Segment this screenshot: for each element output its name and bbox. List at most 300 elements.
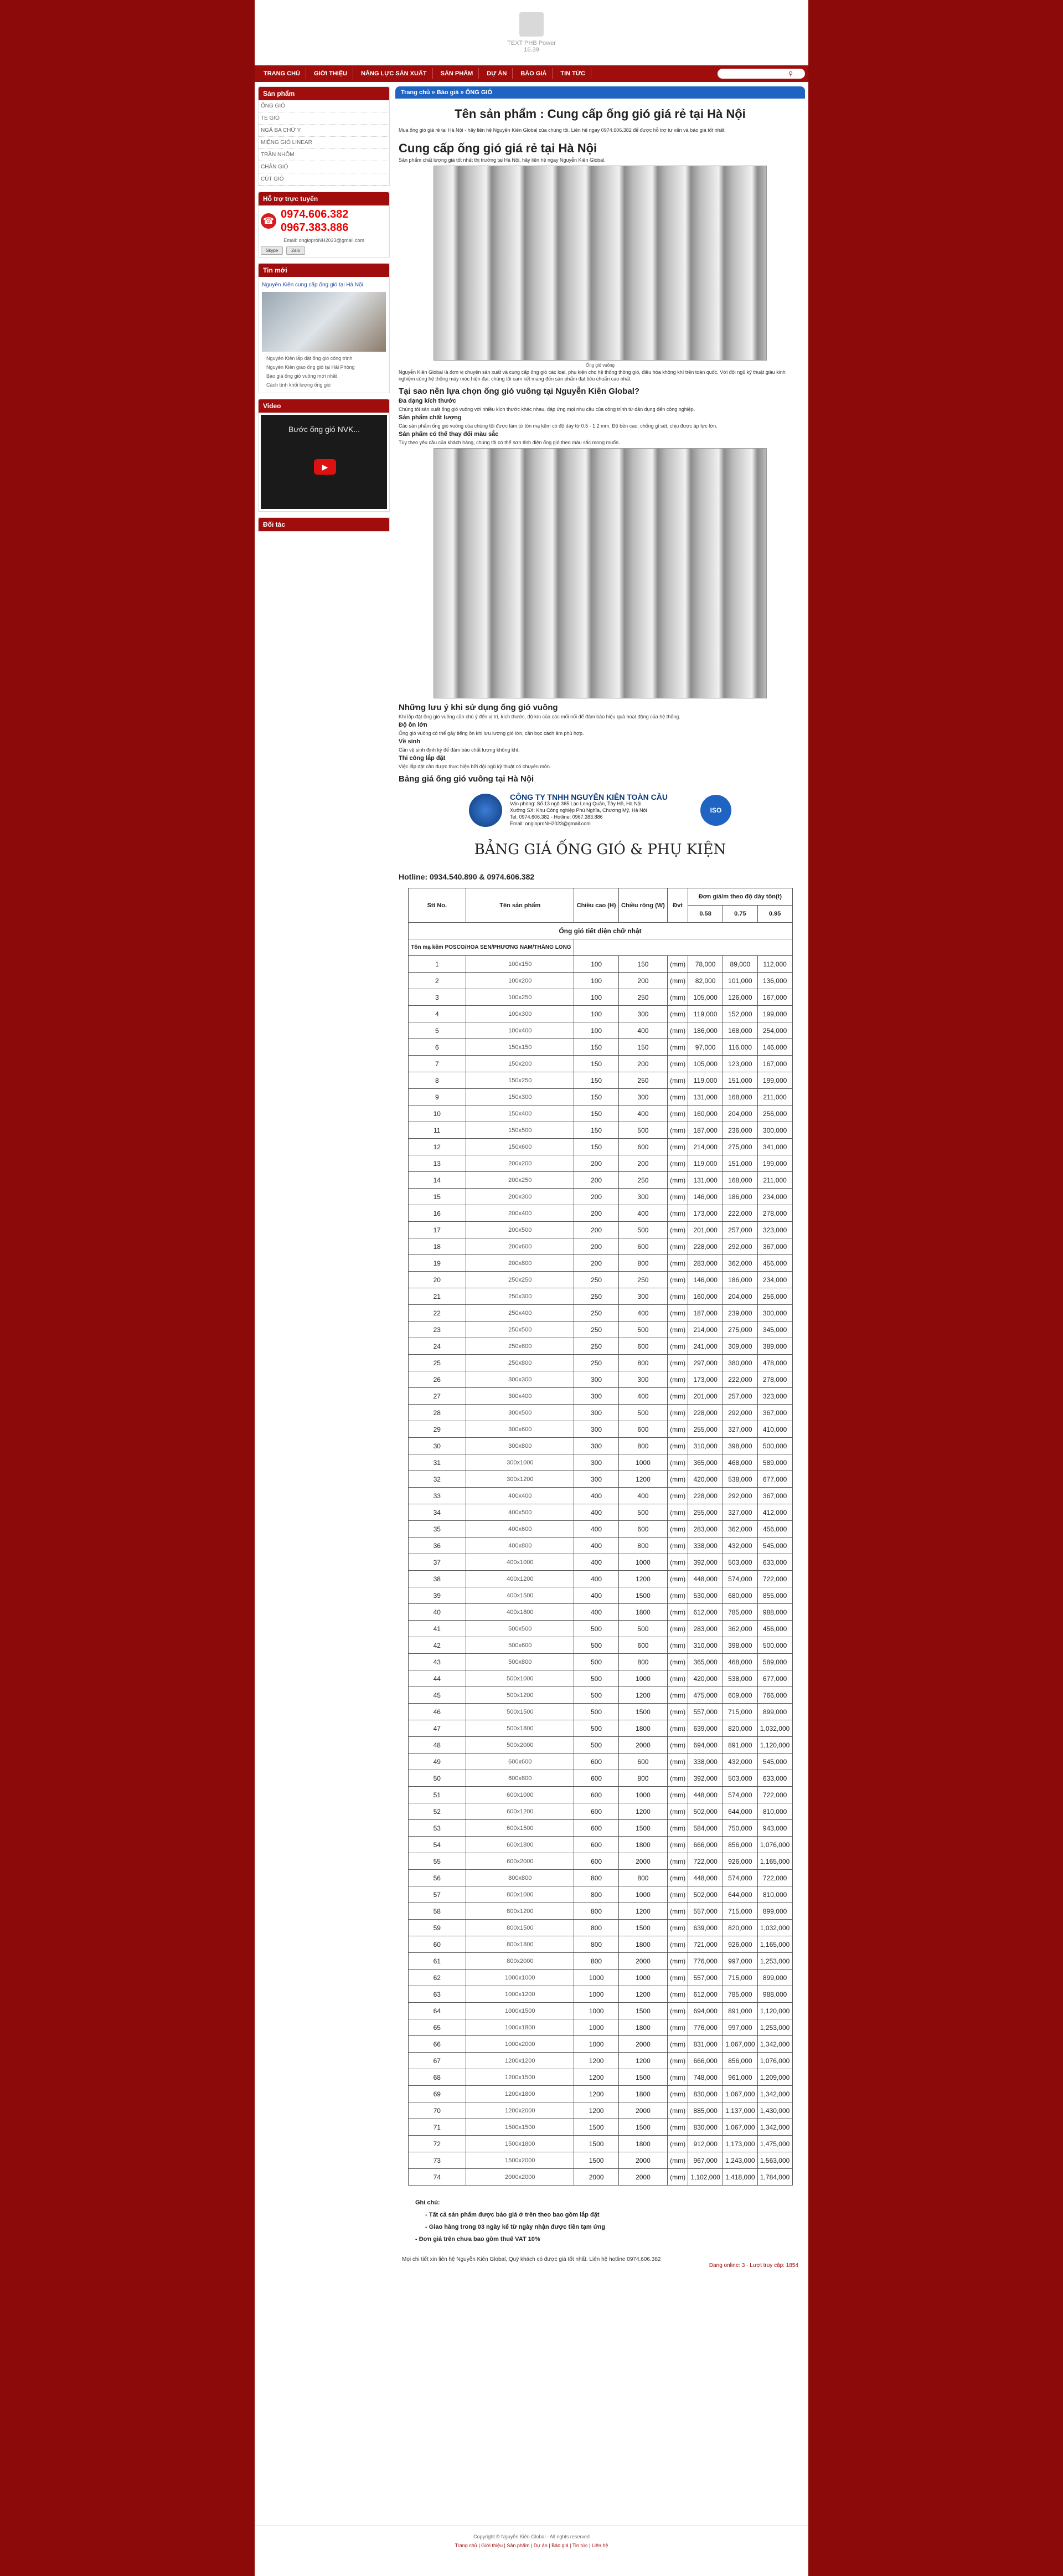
cell-price-095: 456,000 bbox=[757, 1255, 792, 1272]
cell-price-095: 810,000 bbox=[757, 1886, 792, 1903]
table-row bbox=[408, 1338, 792, 1355]
table-row bbox=[408, 1737, 792, 1754]
table-row bbox=[408, 1604, 792, 1621]
breadcrumb[interactable]: Trang chủ » Báo giá » ỐNG GIÓ bbox=[395, 86, 805, 99]
cell-stt: 45 bbox=[408, 1687, 466, 1704]
cell-price-095: 300,000 bbox=[757, 1122, 792, 1139]
cell-price-058: 160,000 bbox=[688, 1106, 723, 1122]
cell-price-095: 256,000 bbox=[757, 1106, 792, 1122]
cell-name: 600x1500 bbox=[466, 1820, 574, 1837]
cell-width: 400 bbox=[618, 1205, 667, 1222]
cell-unit: (mm) bbox=[668, 1338, 688, 1355]
cell-price-095: 1,120,000 bbox=[757, 2003, 792, 2019]
cell-price-095: 589,000 bbox=[757, 1454, 792, 1471]
cell-height: 300 bbox=[574, 1421, 618, 1438]
cell-unit: (mm) bbox=[668, 1438, 688, 1454]
cell-price-075: 432,000 bbox=[723, 1538, 758, 1554]
table-row bbox=[408, 1471, 792, 1488]
site-logo[interactable] bbox=[504, 12, 559, 53]
cell-height: 200 bbox=[574, 1238, 618, 1255]
cell-height: 1000 bbox=[574, 1986, 618, 2003]
cell-height: 300 bbox=[574, 1438, 618, 1454]
logo-text: TEXT PHB Power 16.39 bbox=[507, 40, 556, 53]
cell-stt: 66 bbox=[408, 2036, 466, 2053]
cell-price-095: 278,000 bbox=[757, 1205, 792, 1222]
cell-price-058: 82,000 bbox=[688, 973, 723, 989]
nav-news[interactable]: TIN TỨC bbox=[555, 68, 591, 79]
table-row bbox=[408, 1255, 792, 1272]
section-notes: Những lưu ý khi sử dụng ống gió vuông bbox=[399, 703, 558, 712]
table-row bbox=[408, 1986, 792, 2003]
cell-price-058: 228,000 bbox=[688, 1488, 723, 1504]
cell-price-075: 101,000 bbox=[723, 973, 758, 989]
cell-price-058: 776,000 bbox=[688, 1953, 723, 1970]
cell-unit: (mm) bbox=[668, 2036, 688, 2053]
footer-links[interactable]: Trang chủ | Giới thiệu | Sản phẩm | Dự án | Báo giá | Tin tức | Liên hệ bbox=[455, 2543, 608, 2548]
cell-height: 800 bbox=[574, 1936, 618, 1953]
cell-price-058: 187,000 bbox=[688, 1122, 723, 1139]
table-row bbox=[408, 2136, 792, 2152]
cell-price-058: 912,000 bbox=[688, 2136, 723, 2152]
video-caption: Bước ống gió NVK... bbox=[288, 425, 360, 434]
search-icon[interactable]: ⚲ bbox=[788, 70, 793, 78]
cell-stt: 61 bbox=[408, 1953, 466, 1970]
cell-stt: 19 bbox=[408, 1255, 466, 1272]
cell-width: 500 bbox=[618, 1322, 667, 1338]
cell-price-095: 412,000 bbox=[757, 1504, 792, 1521]
cell-name: 200x250 bbox=[466, 1172, 574, 1189]
cell-name: 250x600 bbox=[466, 1338, 574, 1355]
cell-price-058: 187,000 bbox=[688, 1305, 723, 1322]
table-row bbox=[408, 1621, 792, 1637]
table-row bbox=[408, 1139, 792, 1155]
nav-products[interactable]: SẢN PHẨM bbox=[435, 68, 479, 79]
cell-price-058: 146,000 bbox=[688, 1272, 723, 1288]
nav-home[interactable]: TRANG CHỦ bbox=[258, 68, 306, 79]
cell-stt: 51 bbox=[408, 1787, 466, 1803]
cell-price-075: 186,000 bbox=[723, 1272, 758, 1288]
cell-name: 200x800 bbox=[466, 1255, 574, 1272]
cell-height: 500 bbox=[574, 1637, 618, 1654]
table-row bbox=[408, 1072, 792, 1089]
cell-unit: (mm) bbox=[668, 2152, 688, 2169]
cell-name: 150x600 bbox=[466, 1139, 574, 1155]
cell-height: 100 bbox=[574, 956, 618, 973]
cell-stt: 68 bbox=[408, 2069, 466, 2086]
cell-unit: (mm) bbox=[668, 1089, 688, 1106]
cell-width: 500 bbox=[618, 1122, 667, 1139]
cell-price-095: 345,000 bbox=[757, 1322, 792, 1338]
table-row bbox=[408, 1754, 792, 1770]
cell-stt: 9 bbox=[408, 1089, 466, 1106]
cell-price-058: 666,000 bbox=[688, 2053, 723, 2069]
cell-unit: (mm) bbox=[668, 1953, 688, 1970]
cell-price-075: 538,000 bbox=[723, 1670, 758, 1687]
cell-price-075: 275,000 bbox=[723, 1139, 758, 1155]
cell-price-095: 677,000 bbox=[757, 1670, 792, 1687]
cell-price-095: 1,475,000 bbox=[757, 2136, 792, 2152]
table-row bbox=[408, 1322, 792, 1338]
cell-stt: 63 bbox=[408, 1986, 466, 2003]
cell-price-058: 557,000 bbox=[688, 1903, 723, 1920]
cell-price-075: 961,000 bbox=[723, 2069, 758, 2086]
cell-stt: 24 bbox=[408, 1338, 466, 1355]
note-item: - Đơn giá trên chưa bao gồm thuế VAT 10% bbox=[415, 2236, 540, 2243]
cell-name: 600x2000 bbox=[466, 1853, 574, 1870]
cell-stt: 54 bbox=[408, 1837, 466, 1853]
news-link[interactable]: Nguyên Kiên lắp đặt ống gió công trình bbox=[266, 356, 353, 361]
cell-price-095: 234,000 bbox=[757, 1189, 792, 1205]
cell-price-095: 988,000 bbox=[757, 1986, 792, 2003]
play-icon[interactable]: ▶ bbox=[314, 459, 336, 475]
table-row bbox=[408, 1521, 792, 1538]
cell-price-095: 323,000 bbox=[757, 1388, 792, 1405]
cell-width: 1000 bbox=[618, 1554, 667, 1571]
cell-price-075: 168,000 bbox=[723, 1172, 758, 1189]
article bbox=[395, 99, 805, 2273]
products-box bbox=[258, 86, 390, 186]
product-link[interactable]: NGÃ BA CHỮ Y bbox=[259, 125, 389, 137]
cell-width: 1500 bbox=[618, 1920, 667, 1936]
product-link[interactable]: TRẦN NHÔM bbox=[259, 149, 389, 161]
cell-price-058: 830,000 bbox=[688, 2086, 723, 2102]
cell-price-095: 722,000 bbox=[757, 1787, 792, 1803]
cell-height: 150 bbox=[574, 1089, 618, 1106]
cell-name: 200x200 bbox=[466, 1155, 574, 1172]
cell-price-075: 715,000 bbox=[723, 1704, 758, 1720]
skype-button[interactable]: Skype bbox=[261, 246, 283, 255]
cell-unit: (mm) bbox=[668, 1205, 688, 1222]
news-link[interactable]: Nguyên Kiên giao ống gió tại Hải Phòng bbox=[266, 364, 355, 370]
cell-price-075: 309,000 bbox=[723, 1338, 758, 1355]
cell-price-075: 292,000 bbox=[723, 1488, 758, 1504]
cell-width: 200 bbox=[618, 973, 667, 989]
table-row bbox=[408, 1870, 792, 1886]
table-row bbox=[408, 1803, 792, 1820]
cell-price-075: 926,000 bbox=[723, 1936, 758, 1953]
cell-name: 250x300 bbox=[466, 1288, 574, 1305]
cell-price-058: 146,000 bbox=[688, 1189, 723, 1205]
cell-price-075: 609,000 bbox=[723, 1687, 758, 1704]
cell-width: 600 bbox=[618, 1139, 667, 1155]
cell-price-075: 468,000 bbox=[723, 1654, 758, 1670]
cell-unit: (mm) bbox=[668, 2086, 688, 2102]
cell-unit: (mm) bbox=[668, 1454, 688, 1471]
cell-price-075: 362,000 bbox=[723, 1621, 758, 1637]
cell-width: 1000 bbox=[618, 1454, 667, 1471]
cell-stt: 49 bbox=[408, 1754, 466, 1770]
cell-height: 200 bbox=[574, 1155, 618, 1172]
table-row bbox=[408, 1172, 792, 1189]
cell-name: 1200x1200 bbox=[466, 2053, 574, 2069]
table-row bbox=[408, 1820, 792, 1837]
cell-width: 800 bbox=[618, 1355, 667, 1371]
cell-width: 1800 bbox=[618, 1720, 667, 1737]
cell-price-058: 694,000 bbox=[688, 2003, 723, 2019]
cell-unit: (mm) bbox=[668, 1255, 688, 1272]
cell-width: 1500 bbox=[618, 2003, 667, 2019]
cell-price-058: 173,000 bbox=[688, 1371, 723, 1388]
product-link[interactable]: CÚT GIÓ bbox=[259, 173, 389, 186]
table-row bbox=[408, 989, 792, 1006]
cell-height: 300 bbox=[574, 1388, 618, 1405]
cell-price-075: 123,000 bbox=[723, 1056, 758, 1072]
cell-price-058: 201,000 bbox=[688, 1388, 723, 1405]
cell-height: 300 bbox=[574, 1371, 618, 1388]
cell-stt: 27 bbox=[408, 1388, 466, 1405]
cell-price-095: 146,000 bbox=[757, 1039, 792, 1056]
price-hotline: Hotline: 0934.540.890 & 0974.606.382 bbox=[399, 872, 535, 881]
cell-price-058: 365,000 bbox=[688, 1654, 723, 1670]
cell-unit: (mm) bbox=[668, 1604, 688, 1621]
table-row bbox=[408, 1637, 792, 1654]
table-row bbox=[408, 1454, 792, 1471]
product-link[interactable]: MIỆNG GIÓ LINEAR bbox=[259, 137, 389, 149]
cell-height: 400 bbox=[574, 1504, 618, 1521]
cell-unit: (mm) bbox=[668, 1421, 688, 1438]
cell-price-075: 574,000 bbox=[723, 1870, 758, 1886]
cell-name: 150x500 bbox=[466, 1122, 574, 1139]
cell-height: 200 bbox=[574, 1255, 618, 1272]
cell-unit: (mm) bbox=[668, 1039, 688, 1056]
cell-unit: (mm) bbox=[668, 1488, 688, 1504]
cell-width: 800 bbox=[618, 1255, 667, 1272]
cell-price-095: 234,000 bbox=[757, 1272, 792, 1288]
nav-about[interactable]: GIỚI THIỆU bbox=[308, 68, 353, 79]
cell-height: 1000 bbox=[574, 2003, 618, 2019]
cell-unit: (mm) bbox=[668, 1853, 688, 1870]
nav-quotes[interactable]: BÁO GIÁ bbox=[515, 68, 553, 79]
cell-name: 200x600 bbox=[466, 1238, 574, 1255]
cell-price-075: 151,000 bbox=[723, 1072, 758, 1089]
cell-price-095: 545,000 bbox=[757, 1538, 792, 1554]
cell-height: 600 bbox=[574, 1787, 618, 1803]
cell-stt: 50 bbox=[408, 1770, 466, 1787]
cell-unit: (mm) bbox=[668, 2102, 688, 2119]
cell-stt: 74 bbox=[408, 2169, 466, 2186]
cell-unit: (mm) bbox=[668, 1022, 688, 1039]
cell-height: 1200 bbox=[574, 2069, 618, 2086]
cell-price-095: 943,000 bbox=[757, 1820, 792, 1837]
cell-stt: 30 bbox=[408, 1438, 466, 1454]
news-title: Tin mới bbox=[259, 264, 389, 277]
cell-price-075: 222,000 bbox=[723, 1371, 758, 1388]
material-row: Tôn mạ kẽm POSCO/HOA SEN/PHƯƠNG NAM/THĂNG LONG bbox=[408, 939, 574, 956]
cell-width: 600 bbox=[618, 1238, 667, 1255]
table-row bbox=[408, 1089, 792, 1106]
cell-width: 500 bbox=[618, 1621, 667, 1637]
cell-width: 1800 bbox=[618, 1604, 667, 1621]
cell-width: 1800 bbox=[618, 2136, 667, 2152]
table-row bbox=[408, 1886, 792, 1903]
cell-price-058: 392,000 bbox=[688, 1770, 723, 1787]
product-link[interactable]: ỐNG GIÓ bbox=[259, 100, 389, 112]
cell-name: 1000x2000 bbox=[466, 2036, 574, 2053]
cell-price-095: 199,000 bbox=[757, 1006, 792, 1022]
zalo-button[interactable]: Zalo bbox=[286, 246, 305, 255]
cell-unit: (mm) bbox=[668, 1886, 688, 1903]
cell-height: 400 bbox=[574, 1604, 618, 1621]
cell-width: 1000 bbox=[618, 1970, 667, 1986]
cell-stt: 46 bbox=[408, 1704, 466, 1720]
cell-width: 1200 bbox=[618, 1471, 667, 1488]
cell-name: 250x400 bbox=[466, 1305, 574, 1322]
company-line: Xưởng SX: Khu Công nghiệp Phú Nghĩa, Chương Mỹ, Hà Nội bbox=[510, 808, 647, 813]
cell-price-095: 766,000 bbox=[757, 1687, 792, 1704]
hotline-2[interactable]: 0967.383.886 bbox=[281, 222, 349, 234]
cell-name: 150x400 bbox=[466, 1106, 574, 1122]
cell-price-058: 78,000 bbox=[688, 956, 723, 973]
cell-unit: (mm) bbox=[668, 1405, 688, 1421]
cell-height: 250 bbox=[574, 1288, 618, 1305]
cell-unit: (mm) bbox=[668, 1189, 688, 1205]
cell-stt: 47 bbox=[408, 1720, 466, 1737]
support-email[interactable]: Email: ongioproNH2023@gmail.com bbox=[283, 238, 364, 243]
cell-unit: (mm) bbox=[668, 1355, 688, 1371]
search-input[interactable] bbox=[720, 70, 788, 78]
footer bbox=[255, 2526, 808, 2576]
cell-name: 200x500 bbox=[466, 1222, 574, 1238]
cell-name: 1000x1000 bbox=[466, 1970, 574, 1986]
cell-height: 100 bbox=[574, 1006, 618, 1022]
search-box bbox=[718, 69, 805, 79]
cell-height: 250 bbox=[574, 1305, 618, 1322]
cell-height: 600 bbox=[574, 1853, 618, 1870]
cell-width: 1500 bbox=[618, 2069, 667, 2086]
cell-price-095: 899,000 bbox=[757, 1903, 792, 1920]
cell-price-095: 1,342,000 bbox=[757, 2119, 792, 2136]
cell-price-095: 341,000 bbox=[757, 1139, 792, 1155]
table-row bbox=[408, 1720, 792, 1737]
paragraph-7: Cần vệ sinh định kỳ để đảm bảo chất lượng không khí. bbox=[399, 747, 520, 753]
news-link[interactable]: Cách tính khối lượng ống gió bbox=[266, 382, 331, 388]
cell-name: 500x2000 bbox=[466, 1737, 574, 1754]
company-name: CÔNG TY TNHH NGUYỄN KIÊN TOÀN CẦU bbox=[510, 793, 668, 801]
cell-price-058: 830,000 bbox=[688, 2119, 723, 2136]
cell-unit: (mm) bbox=[668, 2119, 688, 2136]
cell-price-095: 254,000 bbox=[757, 1022, 792, 1039]
news-headline[interactable]: Nguyên Kiên cung cấp ống gió tại Hà Nội bbox=[262, 282, 363, 288]
cell-name: 500x500 bbox=[466, 1621, 574, 1637]
cell-price-058: 283,000 bbox=[688, 1255, 723, 1272]
cell-stt: 55 bbox=[408, 1853, 466, 1870]
cell-stt: 65 bbox=[408, 2019, 466, 2036]
cell-name: 500x1800 bbox=[466, 1720, 574, 1737]
cell-unit: (mm) bbox=[668, 1288, 688, 1305]
cell-stt: 59 bbox=[408, 1920, 466, 1936]
thickness-1: 0.58 bbox=[688, 906, 723, 923]
hotline-1[interactable]: 0974.606.382 bbox=[281, 208, 349, 220]
subhead-install: Thi công lắp đặt bbox=[399, 755, 446, 762]
cell-width: 300 bbox=[618, 1006, 667, 1022]
notes bbox=[399, 2186, 802, 2256]
hotline bbox=[259, 205, 389, 236]
cell-name: 150x300 bbox=[466, 1089, 574, 1106]
article-title: Cung cấp ống gió giá rẻ tại Hà Nội bbox=[399, 141, 597, 155]
cell-name: 1500x1800 bbox=[466, 2136, 574, 2152]
cell-price-095: 1,076,000 bbox=[757, 2053, 792, 2069]
cell-price-095: 1,165,000 bbox=[757, 1936, 792, 1953]
table-row bbox=[408, 1106, 792, 1122]
cell-unit: (mm) bbox=[668, 1554, 688, 1571]
sidebar bbox=[258, 86, 390, 2273]
nav-capacity[interactable]: NĂNG LỰC SẢN XUẤT bbox=[355, 68, 433, 79]
cell-price-058: 557,000 bbox=[688, 1970, 723, 1986]
cell-price-095: 278,000 bbox=[757, 1371, 792, 1388]
cell-unit: (mm) bbox=[668, 1737, 688, 1754]
cell-height: 1000 bbox=[574, 2036, 618, 2053]
cell-price-058: 776,000 bbox=[688, 2019, 723, 2036]
cell-name: 400x1000 bbox=[466, 1554, 574, 1571]
cell-width: 1200 bbox=[618, 2053, 667, 2069]
cell-height: 500 bbox=[574, 1621, 618, 1637]
cell-height: 150 bbox=[574, 1139, 618, 1155]
cell-width: 400 bbox=[618, 1388, 667, 1405]
paragraph-3: Các sản phẩm ống gió vuông của chúng tôi được làm từ tôn mạ kẽm có độ dày từ 0.5 - 1.2 mm. Độ bền cao, chống gỉ sét, chịu được áp lực lớn. bbox=[399, 423, 718, 429]
cell-width: 800 bbox=[618, 1654, 667, 1670]
cell-price-058: 639,000 bbox=[688, 1720, 723, 1737]
cell-unit: (mm) bbox=[668, 1754, 688, 1770]
product-link[interactable]: TE GIÓ bbox=[259, 112, 389, 125]
cell-price-075: 750,000 bbox=[723, 1820, 758, 1837]
cell-height: 500 bbox=[574, 1670, 618, 1687]
cell-price-058: 475,000 bbox=[688, 1687, 723, 1704]
logo-icon bbox=[519, 12, 544, 37]
products-title: Sản phẩm bbox=[259, 87, 389, 100]
cell-name: 500x600 bbox=[466, 1637, 574, 1654]
cell-price-075: 785,000 bbox=[723, 1986, 758, 2003]
cell-height: 400 bbox=[574, 1587, 618, 1604]
product-link[interactable]: CHÂN GIÓ bbox=[259, 161, 389, 173]
cell-price-075: 997,000 bbox=[723, 1953, 758, 1970]
cell-price-075: 186,000 bbox=[723, 1189, 758, 1205]
cell-height: 400 bbox=[574, 1488, 618, 1504]
paragraph-8: Việc lắp đặt cần được thực hiện bởi đội ngũ kỹ thuật có chuyên môn. bbox=[399, 764, 551, 769]
cell-name: 200x400 bbox=[466, 1205, 574, 1222]
cell-unit: (mm) bbox=[668, 1870, 688, 1886]
cell-name: 250x250 bbox=[466, 1272, 574, 1288]
table-row bbox=[408, 1222, 792, 1238]
cell-price-058: 338,000 bbox=[688, 1538, 723, 1554]
cell-price-075: 644,000 bbox=[723, 1886, 758, 1903]
cell-width: 1500 bbox=[618, 1820, 667, 1837]
cell-price-058: 420,000 bbox=[688, 1471, 723, 1488]
cell-name: 100x250 bbox=[466, 989, 574, 1006]
table-row bbox=[408, 1272, 792, 1288]
cell-price-095: 112,000 bbox=[757, 956, 792, 973]
cell-price-095: 1,076,000 bbox=[757, 1837, 792, 1853]
news-image[interactable] bbox=[262, 292, 386, 352]
cell-price-075: 204,000 bbox=[723, 1106, 758, 1122]
cell-stt: 71 bbox=[408, 2119, 466, 2136]
cell-unit: (mm) bbox=[668, 1970, 688, 1986]
nav-projects[interactable]: DỰ ÁN bbox=[481, 68, 513, 79]
company-line: Văn phòng: Số 13 ngõ 365 Lạc Long Quân, Tây Hồ, Hà Nội bbox=[510, 801, 642, 806]
cell-stt: 7 bbox=[408, 1056, 466, 1072]
video-player[interactable] bbox=[261, 415, 387, 509]
cell-name: 300x500 bbox=[466, 1405, 574, 1421]
table-row bbox=[408, 1155, 792, 1172]
cell-width: 250 bbox=[618, 1272, 667, 1288]
cell-stt: 44 bbox=[408, 1670, 466, 1687]
paragraph-6: Ống gió vuông có thể gây tiếng ồn khi lưu lượng gió lớn, cần bọc cách âm phù hợp. bbox=[399, 731, 584, 736]
cell-unit: (mm) bbox=[668, 1504, 688, 1521]
cell-price-075: 997,000 bbox=[723, 2019, 758, 2036]
cell-price-095: 810,000 bbox=[757, 1803, 792, 1820]
news-link[interactable]: Báo giá ống gió vuông mới nhất bbox=[266, 373, 337, 379]
cell-price-075: 856,000 bbox=[723, 1837, 758, 1853]
table-row bbox=[408, 1288, 792, 1305]
